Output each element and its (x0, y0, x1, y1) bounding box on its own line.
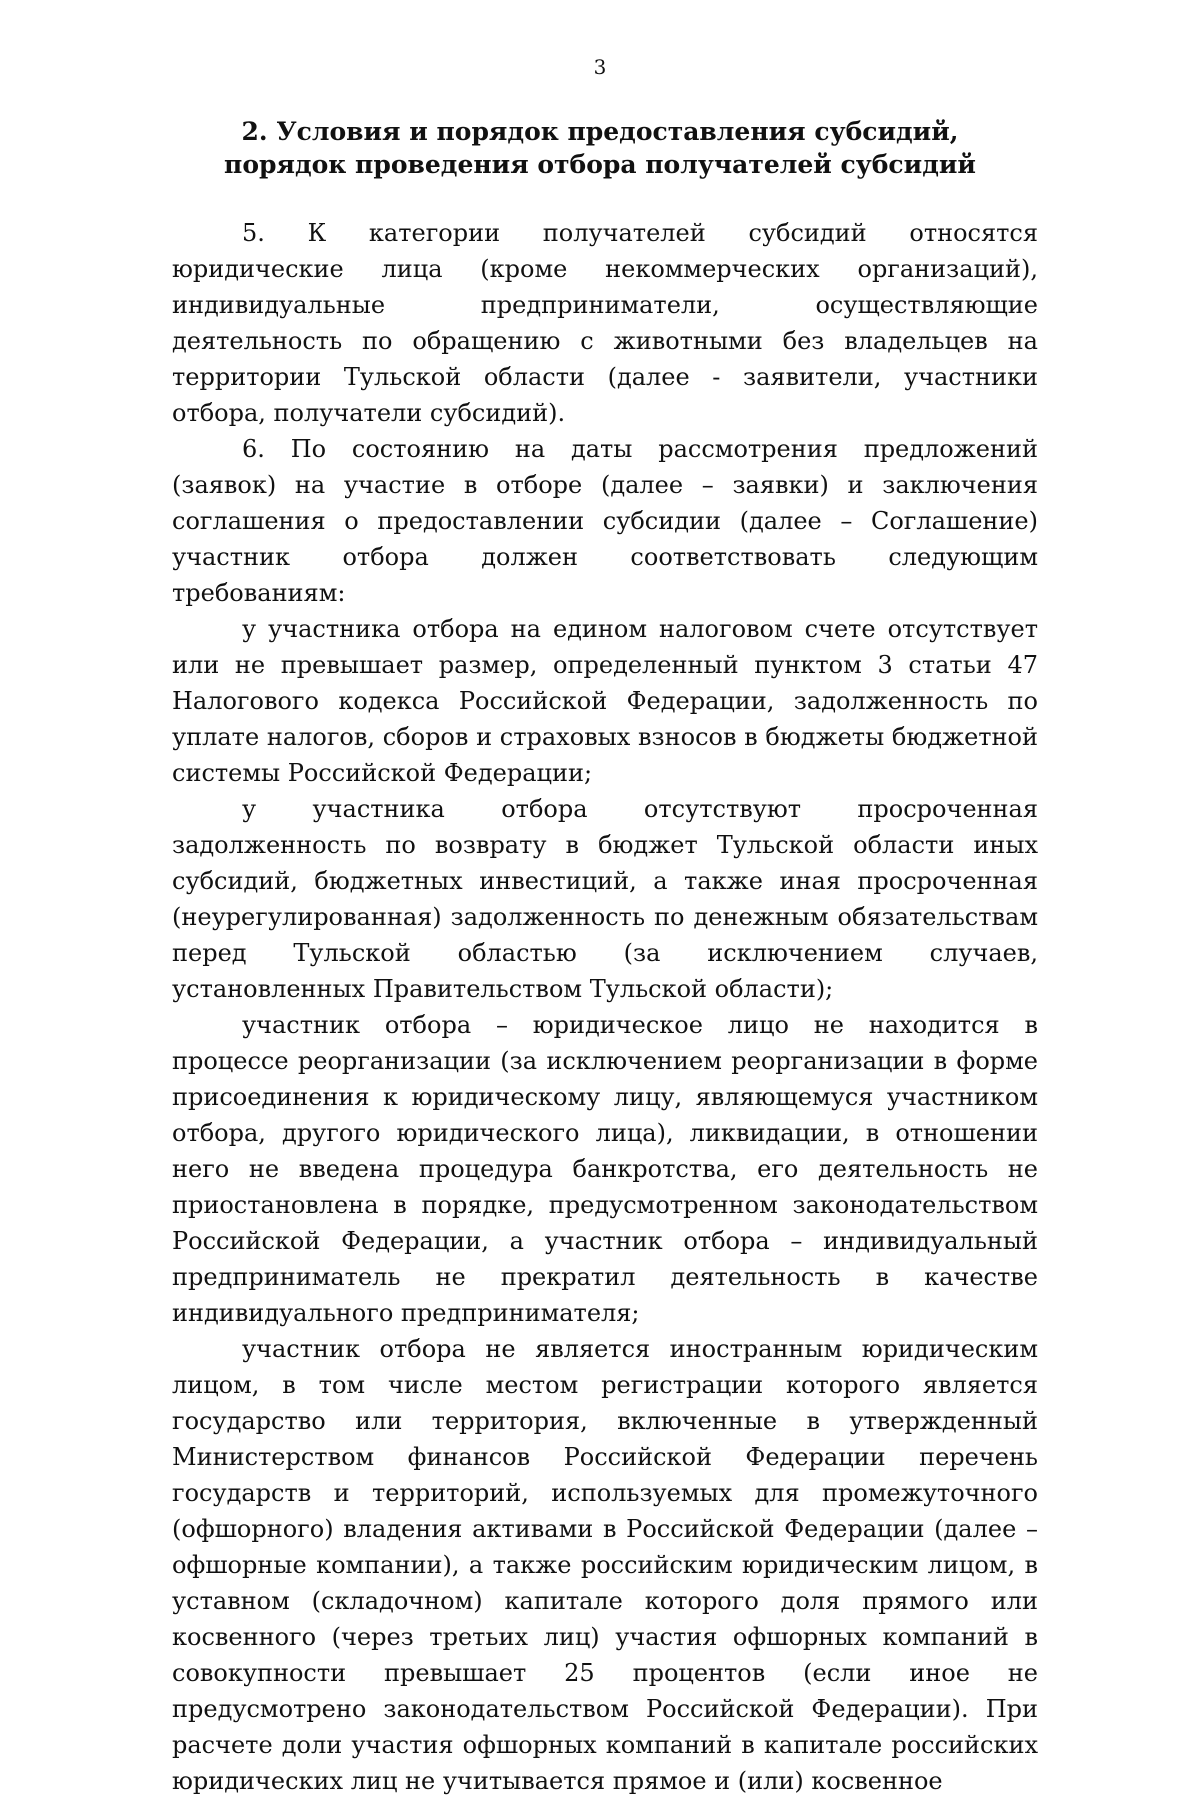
section-heading-line-2: порядок проведения отбора получателей субсидий (224, 150, 976, 179)
requirement-reorganization: участник отбора – юридическое лицо не находится в процессе реорганизации (за исключением реорганизации в форме присоединения к юридическому лицу, являющемуся участником отбора, другого юридического лица), ликвидации, в отношении него не введена процедура банкротства, его деятельность не приостановлена в порядке, предусмотренном законодательством Российской Федерации, а участник отбора – индивидуальный предприниматель не прекратил деятельность в качестве индивидуального предпринимателя; (172, 1011, 1038, 1327)
requirement-tax-debt: у участника отбора на едином налоговом счете отсутствует или не превышает размер, определенный пунктом 3 статьи 47 Налогового кодекса Российской Федерации, задолженность по уплате налогов, сборов и страховых взносов в бюджеты бюджетной системы Российской Федерации; (172, 615, 1038, 787)
paragraph-6: 6. По состоянию на даты рассмотрения предложений (заявок) на участие в отборе (далее – заявки) и заключения соглашения о предоставлении субсидии (далее – Соглашение) участник отбора должен соответствовать следующим требованиям: (172, 435, 1038, 607)
body-text (172, 215, 1038, 1799)
section-heading (160, 115, 1040, 181)
section-heading-line-1: 2. Условия и порядок предоставления субсидий, (241, 117, 959, 146)
page-number: 3 (593, 55, 607, 79)
requirement-foreign-entity: участник отбора не является иностранным юридическим лицом, в том числе местом регистрации которого является государство или территория, включенные в утвержденный Министерством финансов Российской Федерации перечень государств и территорий, используемых для промежуточного (офшорного) владения активами в Российской Федерации (далее – офшорные компании), а также российским юридическим лицом, в уставном (складочном) капитале которого доля прямого или косвенного (через третьих лиц) участия офшорных компаний в совокупности превышает 25 процентов (если иное не предусмотрено законодательством Российской Федерации). При расчете доли участия офшорных компаний в капитале российских юридических лиц не учитывается прямое и (или) косвенное (172, 1335, 1038, 1795)
paragraph-5: 5. К категории получателей субсидий относятся юридические лица (кроме некоммерческих организаций), индивидуальные предприниматели, осуществляющие деятельность по обращению с животными без владельцев на территории Тульской области (далее - заявители, участники отбора, получатели субсидий). (172, 219, 1038, 427)
requirement-overdue-debt: у участника отбора отсутствуют просроченная задолженность по возврату в бюджет Тульской области иных субсидий, бюджетных инвестиций, а также иная просроченная (неурегулированная) задолженность по денежным обязательствам перед Тульской областью (за исключением случаев, установленных Правительством Тульской области); (172, 795, 1038, 1003)
